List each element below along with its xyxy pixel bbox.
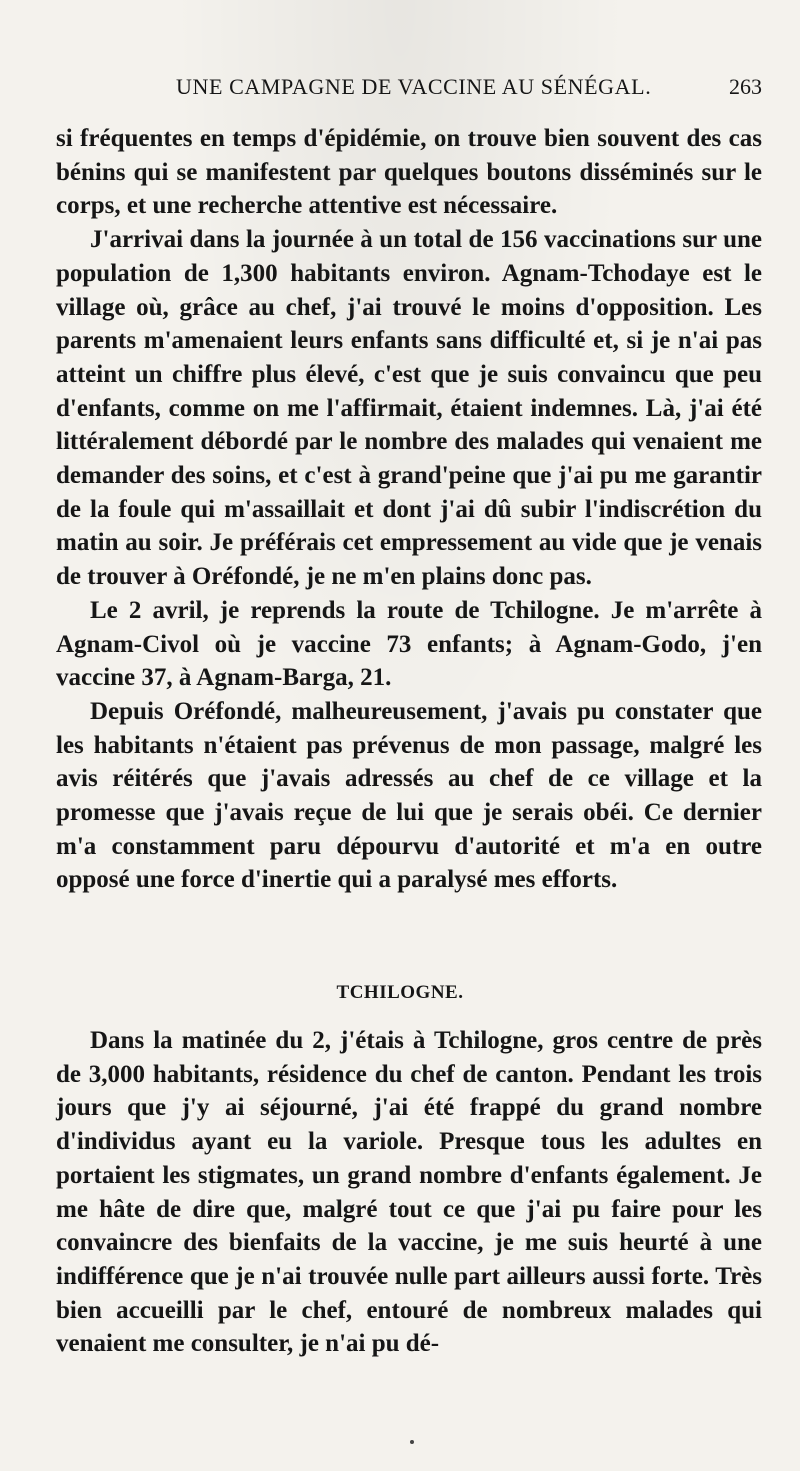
body-text-top (56, 122, 762, 897)
body-text-bottom (56, 1024, 762, 1361)
paragraph: Dans la matinée du 2, j'étais à Tchilogne, gros centre de près de 3,000 habitants, résidence du chef de canton. Pendant les trois jours que j'y ai séjourné, j'ai été frappé du grand nombre d'individus ayant eu la variole. Presque tous les adultes en portaient les stigmates, un grand nombre d'enfants également. Je me hâte de dire que, malgré tout ce que j'ai pu faire pour les convaincre des bienfaits de la vaccine, je me suis heurté à une indifférence que je n'ai trouvée nulle part ailleurs aussi forte. Très bien accueilli par le chef, entouré de nombreux malades qui venaient me consulter, je n'ai pu dé- (56, 1027, 762, 1358)
section-heading: TCHILOGNE. (336, 982, 464, 1003)
paragraph: Depuis Oréfondé, malheureusement, j'avais pu constater que les habitants n'étaient pas prévenus de mon passage, malgré les avis réitérés que j'avais adressés au chef de ce village et la promesse que j'avais reçue de lui que je serais obéi. Ce dernier m'a constamment paru dépourvu d'autorité et m'a en outre opposé une force d'inertie qui a paralysé mes efforts. (56, 697, 762, 894)
page-number: 263 (729, 74, 762, 99)
paragraph: Le 2 avril, je reprends la route de Tchilogne. Je m'arrête à Agnam-Civol où je vaccine 73 enfants; à Agnam-Godo, j'en vaccine 37, à Agnam-Barga, 21. (56, 596, 762, 692)
running-title: UNE CAMPAGNE DE VACCINE AU SÉNÉGAL. (176, 74, 652, 99)
running-head (56, 74, 762, 104)
paragraph-continued: si fréquentes en temps d'épidémie, on trouve bien souvent des cas bénins qui se manifestent par quelques boutons disséminés sur le corps, et une recherche attentive est nécessaire. (56, 125, 762, 220)
print-speck (410, 1440, 414, 1444)
paragraph: J'arrivai dans la journée à un total de 156 vaccinations sur une population de 1,300 habitants environ. Agnam-Tchodaye est le village où, grâce au chef, j'ai trouvé le moins d'opposition. Les parents m'amenaient leurs enfants sans difficulté et, si je n'ai pas atteint un chiffre plus élevé, c'est que je suis convaincu que peu d'enfants, comme on me l'affirmait, étaient indemnes. Là, j'ai été littéralement débordé par le nombre des malades qui venaient me demander des soins, et c'est à grand'peine que j'ai pu me garantir de la foule qui m'assaillait et dont j'ai dû subir l'indiscrétion du matin au soir. Je préférais cet empressement au vide que je venais de trouver à Oréfondé, je ne m'en plains donc pas. (56, 226, 762, 591)
